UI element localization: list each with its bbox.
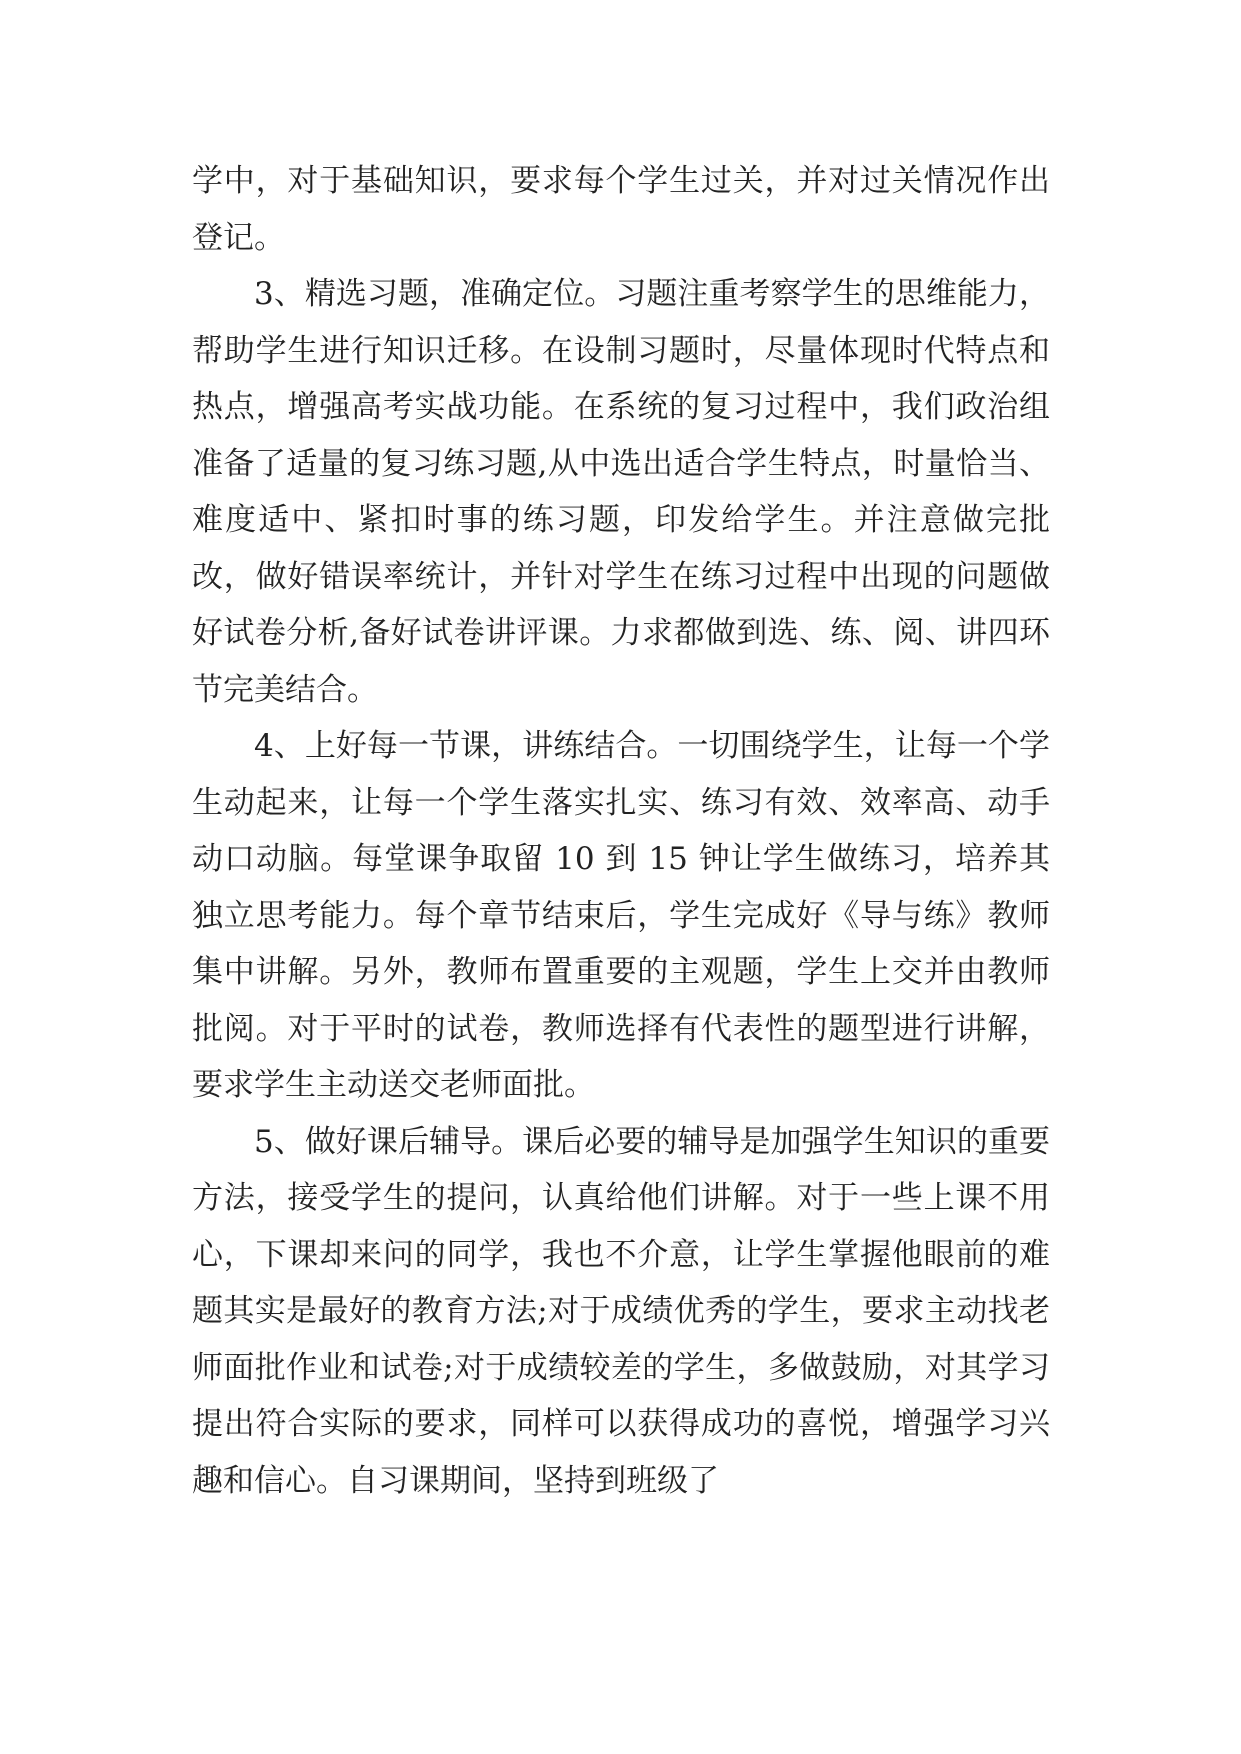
paragraph-item-5: 5、做好课后辅导。课后必要的辅导是加强学生知识的重要方法，接受学生的提问，认真给他们讲解。对于一些上课不用心，下课却来问的同学，我也不介意，让学生掌握他眼前的难题其实是最好的教育方法;对于成绩优秀的学生，要求主动找老师面批作业和试卷;对于成绩较差的学生，多做鼓励，对其学习提出符合实际的要求，同样可以获得成功的喜悦，增强学习兴趣和信心。自习课期间，坚持到班级了 — [192, 1123, 1050, 1499]
paragraph-item-4: 4、上好每一节课，讲练结合。一切围绕学生，让每一个学生动起来，让每一个学生落实扎实、练习有效、效率高、动手动口动脑。每堂课争取留 10 到 15 钟让学生做练习，培养其独立思考能力。每个章节结束后，学生完成好《导与练》教师集中讲解。另外，教师布置重要的主观题，学生上交并由教师批阅。对于平时的试卷，教师选择有代表性的题型进行讲解，要求学生主动送交老师面批。 — [192, 728, 1050, 1103]
paragraph-item-3: 3、精选习题，准确定位。习题注重考察学生的思维能力，帮助学生进行知识迁移。在设制习题时，尽量体现时代特点和热点，增强高考实战功能。在系统的复习过程中，我们政治组准备了适量的复习练习题,从中选出适合学生特点，时量恰当、难度适中、紧扣时事的练习题，印发给学生。并注意做完批改，做好错误率统计，并针对学生在练习过程中出现的问题做好试卷分析,备好试卷讲评课。力求都做到选、练、阅、讲四环节完美结合。 — [192, 276, 1050, 708]
body-text — [192, 153, 1050, 1509]
paragraph-continuation: 学中，对于基础知识，要求每个学生过关，并对过关情况作出登记。 — [192, 163, 1050, 256]
